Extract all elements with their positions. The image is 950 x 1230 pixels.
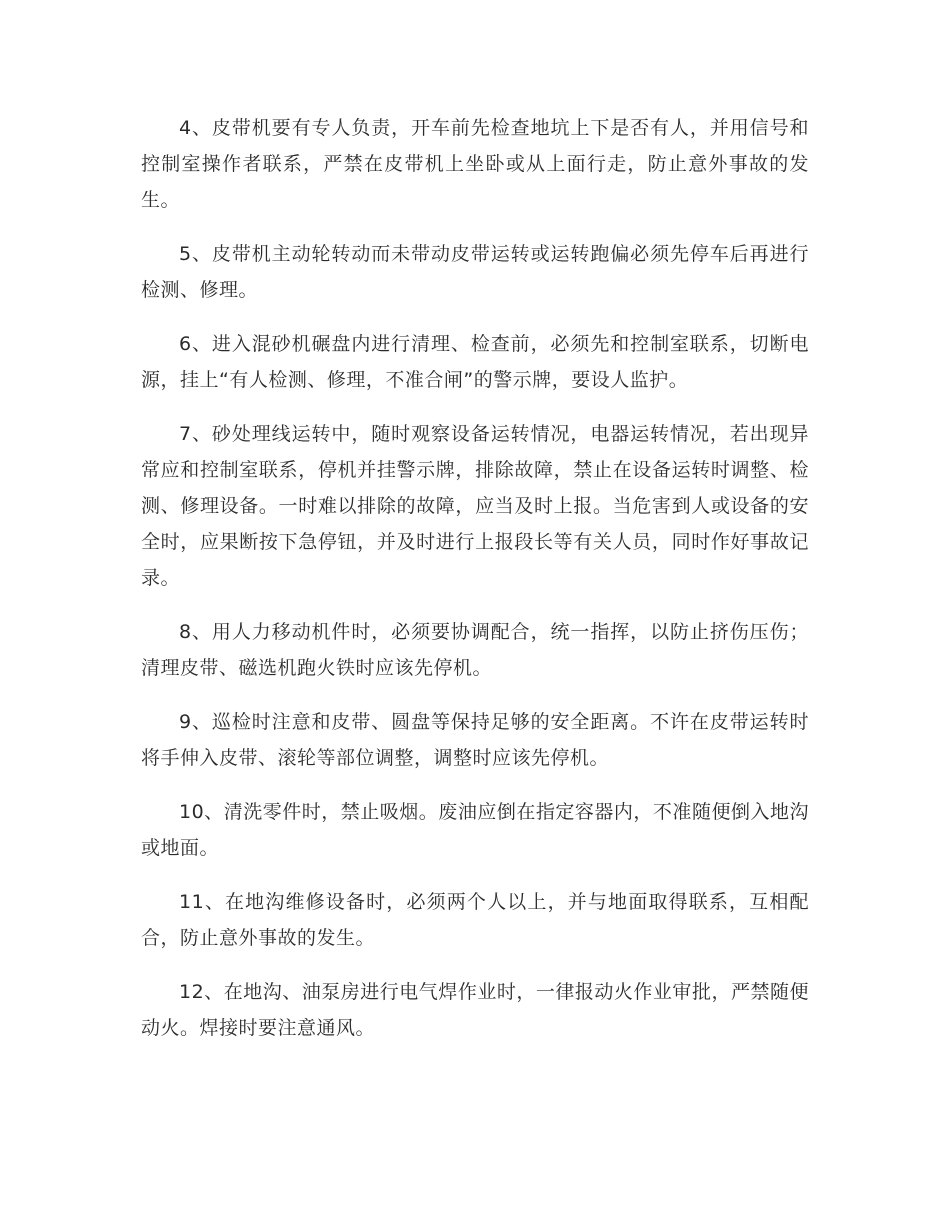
paragraph-rule-11: 11、在地沟维修设备时，必须两个人以上，并与地面取得联系，互相配合，防止意外事故的发生。 xyxy=(141,891,809,949)
paragraph-rule-8: 8、用人力移动机件时，必须要协调配合，统一指挥，以防止挤伤压伤；清理皮带、磁选机跑火铁时应该先停机。 xyxy=(141,621,809,679)
paragraph-rule-9: 9、巡检时注意和皮带、圆盘等保持足够的安全距离。不许在皮带运转时将手伸入皮带、滚轮等部位调整，调整时应该先停机。 xyxy=(141,711,809,769)
paragraph-rule-6: 6、进入混砂机碾盘内进行清理、检查前，必须先和控制室联系，切断电源，挂上“有人检测、修理，不准合闸”的警示牌，要设人监护。 xyxy=(141,333,809,391)
paragraph-rule-5: 5、皮带机主动轮转动而未带动皮带运转或运转跑偏必须先停车后再进行检测、修理。 xyxy=(141,243,809,301)
paragraph-rule-7: 7、砂处理线运转中，随时观察设备运转情况，电器运转情况，若出现异常应和控制室联系，停机并挂警示牌，排除故障，禁止在设备运转时调整、检测、修理设备。一时难以排除的故障，应当及时上报。当危害到人或设备的安全时，应果断按下急停钮，并及时进行上报段长等有关人员，同时作好事故记录。 xyxy=(141,423,809,589)
document-body xyxy=(141,110,809,1064)
paragraph-rule-12: 12、在地沟、油泵房进行电气焊作业时，一律报动火作业审批，严禁随便动火。焊接时要注意通风。 xyxy=(141,981,809,1039)
paragraph-rule-10: 10、清洗零件时，禁止吸烟。废油应倒在指定容器内，不准随便倒入地沟或地面。 xyxy=(141,801,809,859)
paragraph-rule-4: 4、皮带机要有专人负责，开车前先检查地坑上下是否有人，并用信号和控制室操作者联系，严禁在皮带机上坐卧或从上面行走，防止意外事故的发生。 xyxy=(141,117,809,211)
